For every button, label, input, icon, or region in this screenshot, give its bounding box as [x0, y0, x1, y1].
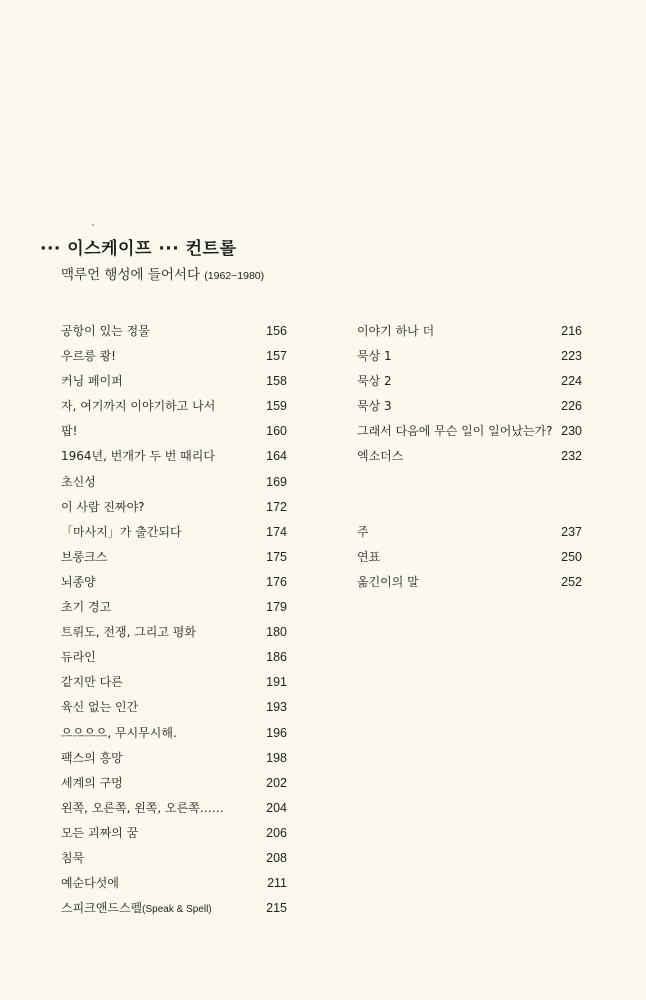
- toc-entry: [61, 673, 287, 698]
- toc-entry-page: 206: [266, 825, 287, 840]
- toc-entry-page: 180: [266, 625, 287, 640]
- toc-entry-page: 175: [266, 549, 287, 564]
- toc-entry-title: 이야기 하나 더: [357, 324, 435, 338]
- toc-entry-page: 196: [266, 725, 287, 740]
- toc-entry: [357, 523, 582, 548]
- toc-entry: [61, 799, 287, 824]
- toc-entry-title: 육신 없는 인간: [61, 700, 139, 715]
- toc-entry-title: 브롱크스: [61, 549, 108, 564]
- toc-entry-title: 팝!: [61, 424, 78, 439]
- toc-entry-title: 우르릉 쾅!: [61, 349, 116, 364]
- toc-entry-title: 으으으으, 무시무시해.: [61, 725, 177, 740]
- toc-entry-title: 왼쪽, 오른쪽, 왼쪽, 오른쪽……: [61, 800, 224, 815]
- toc-entry-title-group: [61, 899, 212, 916]
- toc-entry: [61, 648, 287, 673]
- toc-entry: [357, 322, 582, 347]
- toc-entry-page: 179: [266, 600, 287, 615]
- toc-entry: [61, 422, 287, 447]
- toc-entry: [357, 372, 582, 397]
- toc-entry: [357, 347, 582, 372]
- toc-entry-page: 164: [266, 449, 287, 464]
- toc-entry-page: 224: [561, 374, 582, 389]
- toc-entry-page: 198: [266, 750, 287, 765]
- toc-entry-title: 모든 괴짜의 꿈: [61, 825, 139, 840]
- toc-entry: [61, 347, 287, 372]
- toc-spacer: [357, 473, 582, 498]
- toc-entry-title: 침묵: [61, 850, 85, 865]
- toc-entry: [61, 724, 287, 749]
- toc-entry-page: 250: [561, 549, 582, 564]
- toc-entry: [61, 874, 287, 899]
- toc-entry-page: 204: [266, 800, 287, 815]
- toc-entry-page: 169: [266, 474, 287, 489]
- toc-entry: [61, 447, 287, 472]
- toc-entry-title: 트뤼도, 전쟁, 그리고 평화: [61, 625, 196, 640]
- toc-entry: [61, 774, 287, 799]
- toc-entry-title: 묵상 2: [357, 374, 392, 389]
- toc-entry: [61, 498, 287, 523]
- toc-entry-page: 156: [266, 324, 287, 338]
- toc-entry-title: 1964년, 번개가 두 번 때리다: [61, 449, 215, 464]
- toc-entry-page: 159: [266, 399, 287, 414]
- toc-entry-title: 스피크앤드스펠: [61, 901, 143, 916]
- toc-entry-title: 초신성: [61, 474, 96, 489]
- toc-entry-title: 듀라인: [61, 650, 96, 665]
- toc-entry-page: 223: [561, 349, 582, 364]
- toc-entry-title: 옮긴이의 말: [357, 574, 419, 589]
- toc-entry-page: 186: [266, 650, 287, 665]
- toc-entry: [61, 372, 287, 397]
- toc-entry: [61, 548, 287, 573]
- toc-entry-title: 뇌종양: [61, 574, 96, 589]
- toc-entry-title: 같지만 다른: [61, 675, 123, 690]
- toc-entry-title-en: (Speak & Spell): [142, 904, 212, 916]
- toc-entry: [61, 523, 287, 548]
- toc-entry-title: 이 사람 진짜야?: [61, 499, 145, 514]
- toc-entry-title: 주: [357, 524, 369, 539]
- toc-entry: [61, 824, 287, 849]
- toc-entry-page: 216: [561, 324, 582, 338]
- toc-entry-title: 「마사지」가 출간되다: [61, 524, 182, 539]
- part-subtitle: [61, 263, 264, 283]
- toc-right-column: [357, 322, 582, 598]
- toc-entry: [61, 849, 287, 874]
- paper-speck: [92, 224, 94, 226]
- toc-entry-page: 202: [266, 775, 287, 790]
- toc-entry-page: 174: [266, 524, 287, 539]
- toc-entry-page: 193: [266, 700, 287, 715]
- toc-entry-title: 팩스의 흥망: [61, 750, 123, 765]
- toc-entry-page: 176: [266, 574, 287, 589]
- toc-entry-page: 208: [266, 850, 287, 865]
- toc-entry-title: 공항이 있는 정물: [61, 324, 150, 338]
- toc-entry-title: 세계의 구멍: [61, 775, 123, 790]
- toc-entry-page: 226: [561, 399, 582, 414]
- toc-entry-title: 초기 경고: [61, 600, 112, 615]
- toc-entry-page: 158: [266, 374, 287, 389]
- toc-entry: [357, 397, 582, 422]
- toc-entry: [61, 698, 287, 723]
- toc-entry-page: 157: [266, 349, 287, 364]
- toc-entry-title: 묵상 3: [357, 399, 392, 414]
- toc-entry-title: 엑소더스: [357, 449, 404, 464]
- toc-entry: [61, 573, 287, 598]
- toc-entry-page: 252: [561, 574, 582, 589]
- toc-entry: [61, 899, 287, 924]
- part-subtitle-range: (1962~1980): [204, 270, 265, 282]
- toc-entry-title: 그래서 다음에 무슨 일이 일어났는가?: [357, 424, 553, 439]
- toc-entry-page: 237: [561, 524, 582, 539]
- toc-entry-page: 230: [561, 424, 582, 439]
- toc-entry-page: 160: [266, 424, 287, 439]
- toc-entry: [61, 322, 287, 347]
- toc-entry: [61, 473, 287, 498]
- toc-entry-title: 연표: [357, 549, 381, 564]
- toc-spacer: [357, 498, 582, 523]
- toc-entry-page: 191: [266, 675, 287, 690]
- toc-entry-title: 커닝 페이퍼: [61, 374, 123, 389]
- toc-entry: [61, 623, 287, 648]
- toc-entry: [357, 548, 582, 573]
- toc-entry-title: 예순다섯에: [61, 876, 119, 891]
- part-subtitle-text: 맥루언 행성에 들어서다: [61, 267, 200, 283]
- toc-entry: [61, 397, 287, 422]
- toc-entry: [357, 422, 582, 447]
- toc-entry: [61, 749, 287, 774]
- part-title: ··· 이스케이프 ··· 컨트롤: [40, 239, 237, 259]
- toc-entry-page: 215: [266, 901, 287, 916]
- toc-entry-page: 232: [561, 449, 582, 464]
- toc-entry: [357, 573, 582, 598]
- toc-entry-page: 211: [267, 876, 287, 891]
- toc-entry-page: 172: [266, 499, 287, 514]
- toc-left-column: [61, 322, 287, 924]
- toc-entry: [357, 447, 582, 472]
- toc-entry-title: 자, 여기까지 이야기하고 나서: [61, 399, 216, 414]
- toc-entry: [61, 598, 287, 623]
- toc-entry-title: 묵상 1: [357, 349, 392, 364]
